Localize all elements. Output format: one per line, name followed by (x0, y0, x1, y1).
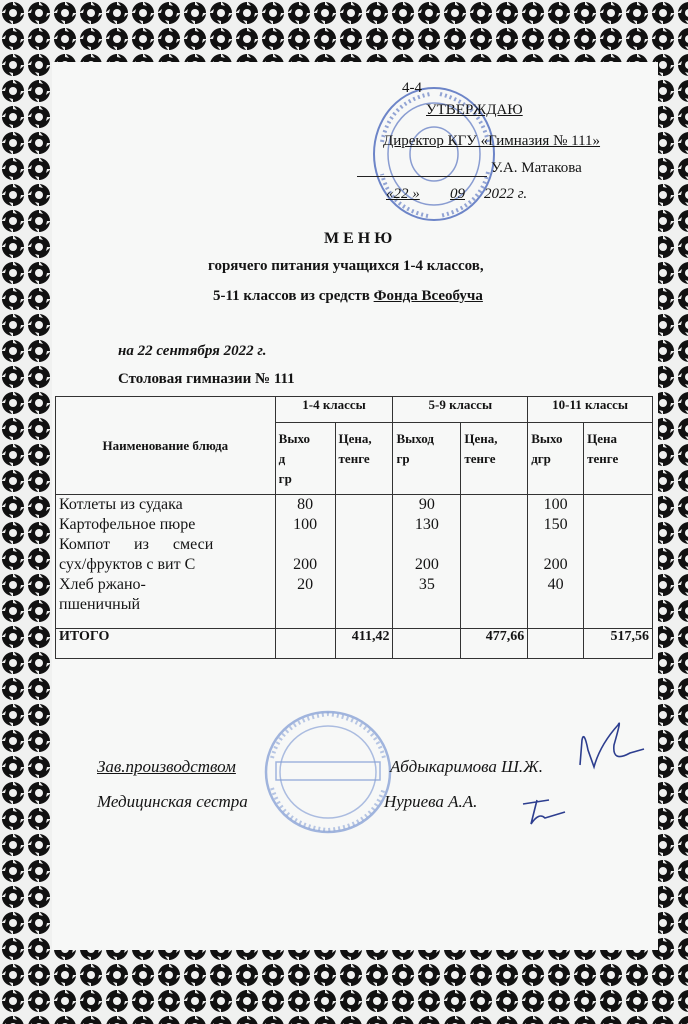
canteen-stamp (262, 708, 394, 838)
menu-subtitle-2: 5-11 классов из средств Фонда Всеобуча (213, 288, 483, 304)
price-cell-1-4 (335, 495, 393, 629)
approval-date-day: «22 » (386, 186, 420, 202)
yield-values-5-9: 90 130 200 35 (393, 495, 461, 629)
group-header-5-9: 5-9 классы (393, 397, 528, 423)
approval-date-month: 09 (450, 186, 465, 202)
group-header-1-4: 1-4 классы (275, 397, 393, 423)
sub-header-yield-1: Выхо д гр (275, 423, 335, 495)
director-title: Директор КГУ «Гимназия № 111» (383, 133, 601, 149)
total-10-11: 517,56 (584, 629, 653, 659)
group-header-10-11: 10-11 классы (528, 397, 653, 423)
role-production-head: Зав.производством (97, 757, 236, 776)
signature-nurse (515, 790, 575, 830)
menu-title: М Е Н Ю (324, 230, 393, 247)
approve-heading: УТВЕРЖДАЮ (426, 102, 523, 118)
dish-list: Котлеты из судака Картофельное пюре Компот из смеси сух/фруктов с вит С Хлеб ржано- пшеничный (56, 495, 276, 629)
director-name: У.А. Матакова (491, 160, 582, 176)
signature-production-head (570, 705, 650, 780)
menu-subtitle-1: горячего питания учащихся 1-4 классов, (208, 258, 484, 274)
total-1-4: 411,42 (335, 629, 393, 659)
canteen-name: Столовая гимназии № 111 (118, 371, 295, 387)
name-production-head: Абдыкаримова Ш.Ж. (390, 757, 543, 776)
sub-header-yield-3: Выхо дгр (528, 423, 584, 495)
role-nurse: Медицинская сестра (97, 792, 248, 811)
approval-date-year: 2022 г. (484, 186, 528, 202)
fund-name: Фонда Всеобуча (373, 288, 483, 304)
price-cell-5-9 (461, 495, 528, 629)
total-row (56, 629, 653, 659)
document-code: 4-4 (402, 80, 422, 96)
total-label: ИТОГО (56, 629, 276, 659)
sub-header-price-2: Цена, тенге (461, 423, 528, 495)
signature-line (357, 176, 487, 177)
sub-header-price-1: Цена, тенге (335, 423, 393, 495)
price-cell-10-11 (584, 495, 653, 629)
menu-table (55, 396, 653, 659)
total-5-9: 477,66 (461, 629, 528, 659)
dish-column-header: Наименование блюда (56, 397, 276, 495)
menu-date: на 22 сентября 2022 г. (118, 343, 267, 359)
name-nurse: Нуриева А.А. (384, 792, 478, 811)
yield-values-10-11: 100 150 200 40 (528, 495, 584, 629)
yield-values-1-4: 80 100 200 20 (275, 495, 335, 629)
sub-header-price-3: Цена тенге (584, 423, 653, 495)
table-row (56, 495, 653, 629)
sub-header-yield-2: Выход гр (393, 423, 461, 495)
